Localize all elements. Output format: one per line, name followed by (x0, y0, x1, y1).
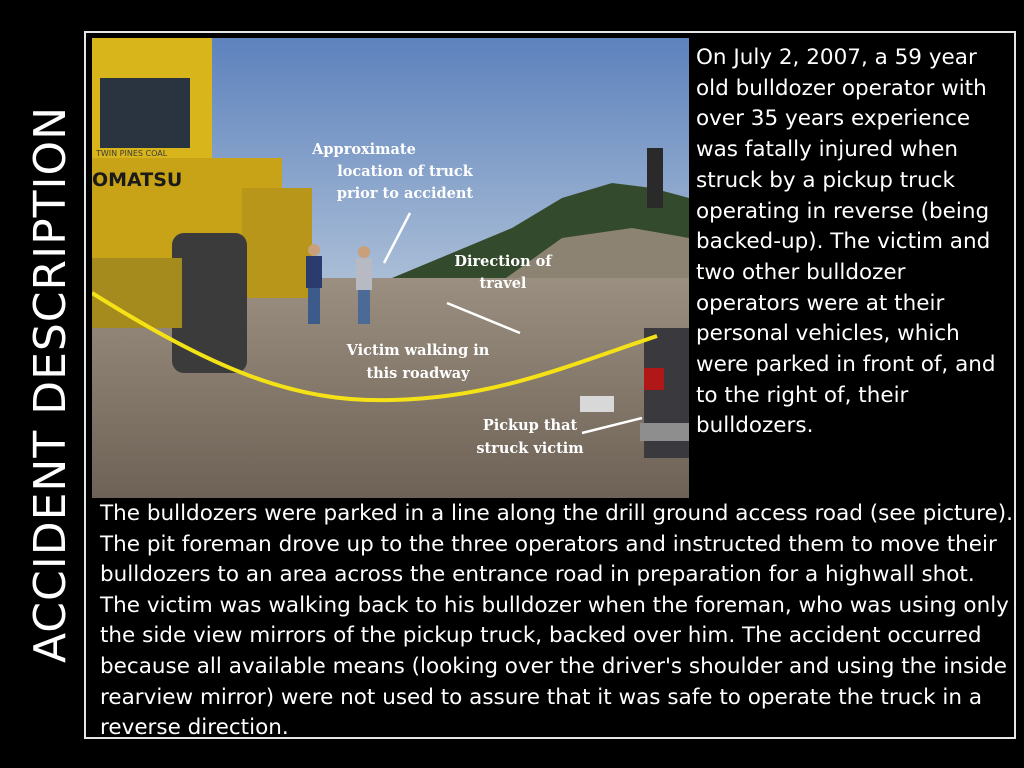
annotation-pickup-2: struck victim (476, 440, 584, 457)
drill-tower (647, 148, 663, 208)
debris (580, 396, 614, 412)
pickup-truck (640, 328, 689, 458)
slide-title: ACCIDENT DESCRIPTION (25, 105, 77, 663)
annotation-direction-2: travel (479, 275, 527, 292)
body-description (100, 499, 1018, 744)
dozer-label: TWIN PINES COAL (96, 149, 168, 158)
annotation-victim-1: Victim walking in (346, 342, 490, 359)
side-paragraph: On July 2, 2007, a 59 year old bulldozer operator with over 35 years experience was fatally injured when struck by a pickup truck operating in reverse (being backed-up). The victim and two other bulldozer operators were at their personal vehicles, which were parked in front of, and to the right of, their bulldozers. (696, 45, 996, 439)
annotation-direction-1: Direction of (454, 253, 552, 270)
body-paragraph: The bulldozers were parked in a line along the drill ground access road (see picture). The pit foreman drove up to the three operators and instructed them to move their bulldozers to an area across the entrance road in preparation for a highwall shot. The victim was walking back to his bulldozer when the foreman, who was using only the side view mirrors of the pickup truck, backed over him. The accident occurred because all available means (looking over the driver's shoulder and using the inside rearview mirror) were not used to assure that it was safe to operate the truck in a reverse direction. (100, 501, 1013, 741)
annotation-victim-2: this roadway (366, 365, 470, 382)
annotation-truck-location-1: Approximate (312, 141, 416, 158)
dozer-brand: OMATSU (92, 169, 183, 191)
annotation-truck-location-3: prior to accident (336, 185, 474, 202)
annotation-pickup-1: Pickup that (482, 417, 578, 434)
accident-scene-photo (92, 38, 689, 498)
annotation-truck-location-2: location of truck (337, 163, 473, 180)
slide-title-container (18, 0, 84, 768)
side-description (696, 43, 1014, 442)
